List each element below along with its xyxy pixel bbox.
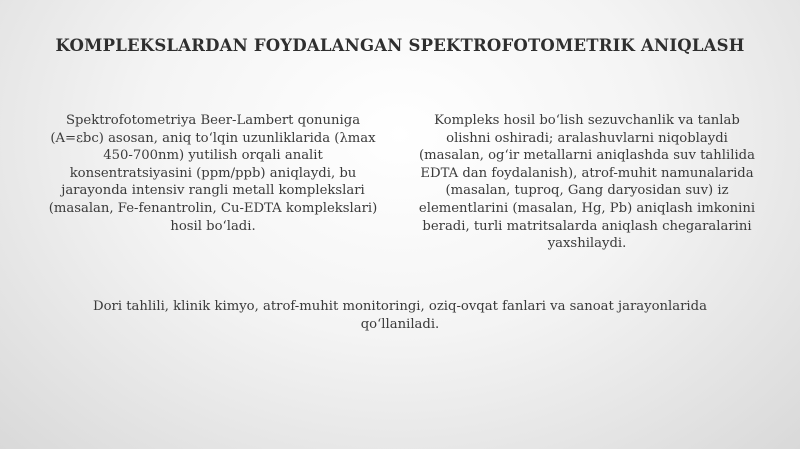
right-text-block: Kompleks hosil boʻlish sezuvchanlik va tanlab olishni oshiradi; aralashuvlarni niqoblaydi (masalan, ogʻir metallarni aniqlashda suv tahlilida EDTA dan foydalanish), atrof-muhit namunalarida (masalan, tuproq, Gang daryosidan suv) iz elementlarini (masalan, Hg, Pb) aniqlash imkonini beradi, turli matritsalarda aniqlash chegaralarini yaxshilaydi. — [418, 113, 756, 252]
slide-title: KOMPLEKSLARDAN FOYDALANGAN SPEKTROFOTOMETRIK ANIQLASH — [55, 36, 745, 55]
left-text-block: Spektrofotometriya Beer-Lambert qonuniga (A=εbc) asosan, aniq toʻlqin uzunliklarida (λmax 450-700nm) yutilish orqali analit konsentratsiyasini (ppm/ppb) aniqlaydi, bu jarayonda intensiv rangli metall komplekslari (masalan, Fe-fenantrolin, Cu-EDTA komplekslari) hosil boʻladi. — [48, 113, 378, 234]
bottom-text-block: Dori tahlili, klinik kimyo, atrof-muhit monitoringi, oziq-ovqat fanlari va sanoat jarayonlarida qoʻllaniladi. — [93, 299, 707, 332]
